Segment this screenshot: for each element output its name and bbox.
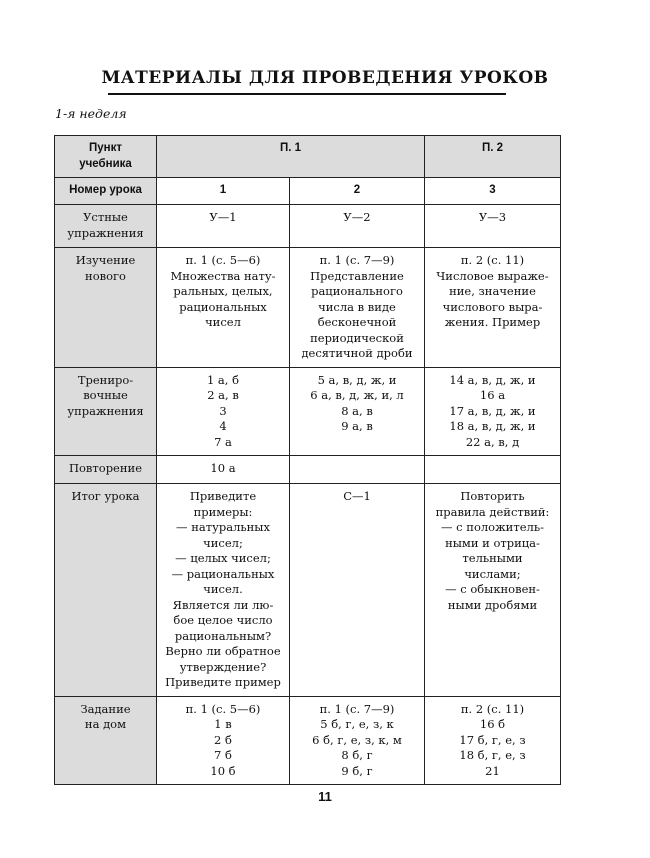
cell-line: п. 1 (с. 7—9) bbox=[319, 701, 395, 716]
row-label-line: упражнения bbox=[67, 403, 144, 418]
cell-line: рационального bbox=[311, 284, 403, 298]
row-label-line: упражнения bbox=[67, 225, 144, 240]
cell-line: п. 1 (с. 7—9) bbox=[319, 253, 395, 267]
row-label-line: Задание bbox=[80, 701, 131, 716]
cell-lesson-summary-lesson-1 bbox=[157, 484, 290, 697]
row-label-line: Итог урока bbox=[71, 489, 140, 503]
cell-line: — рациональных bbox=[171, 566, 275, 581]
corner-header bbox=[55, 136, 157, 178]
table-row-lesson-summary bbox=[55, 484, 561, 697]
cell-line: 17 а, в, д, ж, и bbox=[449, 403, 536, 418]
cell-line: — натуральных bbox=[176, 520, 270, 534]
cell-homework-lesson-1 bbox=[157, 696, 290, 785]
cell-line: 1 а, б bbox=[206, 372, 240, 387]
cell-line: 9 а, в bbox=[341, 419, 373, 433]
cell-line: числа в виде bbox=[318, 299, 396, 314]
cell-line: — с положитель- bbox=[441, 520, 544, 534]
cell-line: 16 а bbox=[479, 388, 506, 402]
cell-line: Числовое выраже- bbox=[436, 268, 549, 283]
cell-review-lesson-3 bbox=[425, 456, 561, 484]
cell-line: тельными bbox=[462, 551, 523, 565]
lesson-2-header: 2 bbox=[290, 178, 425, 205]
cell-line: правила действий: bbox=[435, 504, 550, 519]
cell-line: п. 2 (с. 11) bbox=[460, 253, 525, 267]
section-2-header: П. 2 bbox=[425, 136, 561, 178]
table-row-review bbox=[55, 456, 561, 484]
row-label-new-material bbox=[55, 248, 157, 368]
cell-line: 18 б, г, е, з bbox=[459, 748, 526, 762]
cell-line: 3 bbox=[219, 403, 227, 418]
table-row-training-exercises bbox=[55, 367, 561, 456]
cell-line: ние, значение bbox=[449, 284, 536, 298]
row-label-oral-exercises bbox=[55, 205, 157, 248]
cell-line: периодической bbox=[310, 330, 404, 345]
week-label: 1-я неделя bbox=[55, 106, 127, 121]
table-row-homework bbox=[55, 696, 561, 785]
cell-line: бесконечной bbox=[317, 315, 397, 329]
corner-label-line-2: учебника bbox=[79, 157, 132, 170]
cell-line: 5 а, в, д, ж, и bbox=[317, 372, 397, 387]
cell-oral-exercises-lesson-2 bbox=[290, 205, 425, 248]
cell-line: 1 в bbox=[214, 717, 232, 731]
table-row-oral-exercises bbox=[55, 205, 561, 248]
row-label-line: вочные bbox=[83, 388, 128, 402]
cell-line: Приведите пример bbox=[165, 675, 281, 689]
cell-line: утверждение? bbox=[179, 659, 267, 674]
cell-line: 2 б bbox=[214, 732, 232, 747]
cell-review-lesson-2 bbox=[290, 456, 425, 484]
cell-line: ральных, целых, bbox=[173, 284, 273, 298]
cell-line: числами; bbox=[464, 566, 521, 581]
cell-new-material-lesson-2 bbox=[290, 248, 425, 368]
row-label-review bbox=[55, 456, 157, 484]
cell-line: Представление bbox=[310, 268, 404, 283]
cell-oral-exercises-lesson-3 bbox=[425, 205, 561, 248]
cell-line: чисел bbox=[205, 315, 241, 329]
cell-line: 2 а, в bbox=[207, 388, 239, 402]
cell-line: 6 б, г, е, з, к, м bbox=[312, 732, 402, 747]
cell-line: У—3 bbox=[478, 210, 507, 224]
cell-new-material-lesson-1 bbox=[157, 248, 290, 368]
cell-review-lesson-1 bbox=[157, 456, 290, 484]
cell-line: У—2 bbox=[343, 210, 371, 224]
cell-line: 18 а, в, д, ж, и bbox=[449, 419, 536, 433]
title-underline bbox=[108, 93, 506, 95]
page-title: МАТЕРИАЛЫ ДЛЯ ПРОВЕДЕНИЯ УРОКОВ bbox=[101, 68, 549, 88]
row-label-homework bbox=[55, 696, 157, 785]
cell-line: рациональных bbox=[179, 299, 267, 314]
cell-line: 10 б bbox=[210, 763, 236, 778]
cell-line: Верно ли обратное bbox=[165, 644, 281, 658]
row-label-line: Повторение bbox=[68, 461, 142, 475]
cell-line: ными и отрица- bbox=[445, 535, 540, 550]
row-label-line: Устные bbox=[83, 210, 128, 224]
cell-homework-lesson-3 bbox=[425, 696, 561, 785]
cell-line: рациональным? bbox=[174, 628, 272, 643]
cell-line: ными дробями bbox=[447, 597, 538, 612]
row-label-line: на дом bbox=[84, 717, 127, 731]
cell-line: — с обыкновен- bbox=[445, 582, 540, 596]
page-number: 11 bbox=[318, 789, 332, 804]
table-body bbox=[55, 205, 561, 785]
cell-training-exercises-lesson-3 bbox=[425, 367, 561, 456]
cell-line: 9 б, г bbox=[341, 763, 373, 778]
cell-line: Повторить bbox=[460, 489, 525, 503]
cell-line: 16 б bbox=[479, 717, 506, 731]
cell-homework-lesson-2 bbox=[290, 696, 425, 785]
cell-line: п. 1 (с. 5—6) bbox=[185, 253, 261, 267]
cell-new-material-lesson-3 bbox=[425, 248, 561, 368]
cell-line: п. 2 (с. 11) bbox=[460, 701, 525, 716]
cell-line: 8 б, г bbox=[341, 748, 373, 762]
cell-line: 22 а, в, д bbox=[465, 434, 520, 449]
cell-training-exercises-lesson-2 bbox=[290, 367, 425, 456]
cell-line: 17 б, г, е, з bbox=[459, 732, 526, 747]
cell-oral-exercises-lesson-1 bbox=[157, 205, 290, 248]
cell-line: чисел; bbox=[203, 535, 243, 550]
section-1-header: П. 1 bbox=[157, 136, 425, 178]
cell-line: 21 bbox=[485, 763, 500, 778]
row-label-line: Трениро- bbox=[77, 372, 134, 387]
cell-line: чисел. bbox=[203, 582, 243, 596]
cell-line: примеры: bbox=[193, 504, 253, 519]
cell-line: 10 а bbox=[210, 461, 236, 475]
cell-line: Множества нату- bbox=[170, 268, 276, 283]
header-row-sections bbox=[55, 136, 561, 178]
cell-line: 8 а, в bbox=[341, 403, 373, 418]
lesson-3-header: 3 bbox=[425, 178, 561, 205]
cell-line: бое целое число bbox=[173, 613, 273, 627]
cell-line: числового выра- bbox=[442, 299, 543, 314]
lesson-number-label: Номер урока bbox=[55, 178, 157, 205]
corner-label-line-1: Пункт bbox=[89, 142, 122, 154]
cell-line: 6 а, в, д, ж, и, л bbox=[310, 388, 404, 402]
cell-line: жения. Пример bbox=[444, 315, 541, 329]
cell-line: десятичной дроби bbox=[301, 346, 413, 360]
cell-line: — целых чисел; bbox=[175, 551, 271, 565]
cell-line: Является ли лю- bbox=[172, 597, 274, 612]
cell-line: С—1 bbox=[343, 489, 371, 503]
cell-lesson-summary-lesson-2 bbox=[290, 484, 425, 697]
row-label-lesson-summary bbox=[55, 484, 157, 697]
row-label-line: нового bbox=[85, 268, 126, 283]
table-row-new-material bbox=[55, 248, 561, 368]
cell-line: У—1 bbox=[209, 210, 237, 224]
cell-lesson-summary-lesson-3 bbox=[425, 484, 561, 697]
cell-line: 4 bbox=[219, 419, 227, 433]
header-row-lessons bbox=[55, 178, 561, 205]
cell-line: 14 а, в, д, ж, и bbox=[449, 372, 536, 387]
cell-line: п. 1 (с. 5—6) bbox=[185, 701, 261, 716]
lesson-1-header: 1 bbox=[157, 178, 290, 205]
cell-training-exercises-lesson-1 bbox=[157, 367, 290, 456]
cell-line: Приведите bbox=[189, 489, 257, 503]
cell-line: 5 б, г, е, з, к bbox=[320, 717, 394, 731]
row-label-training-exercises bbox=[55, 367, 157, 456]
cell-line: 7 а bbox=[214, 434, 232, 449]
cell-line: 7 б bbox=[214, 748, 232, 762]
row-label-line: Изучение bbox=[75, 253, 136, 267]
lesson-plan-table bbox=[54, 135, 561, 785]
